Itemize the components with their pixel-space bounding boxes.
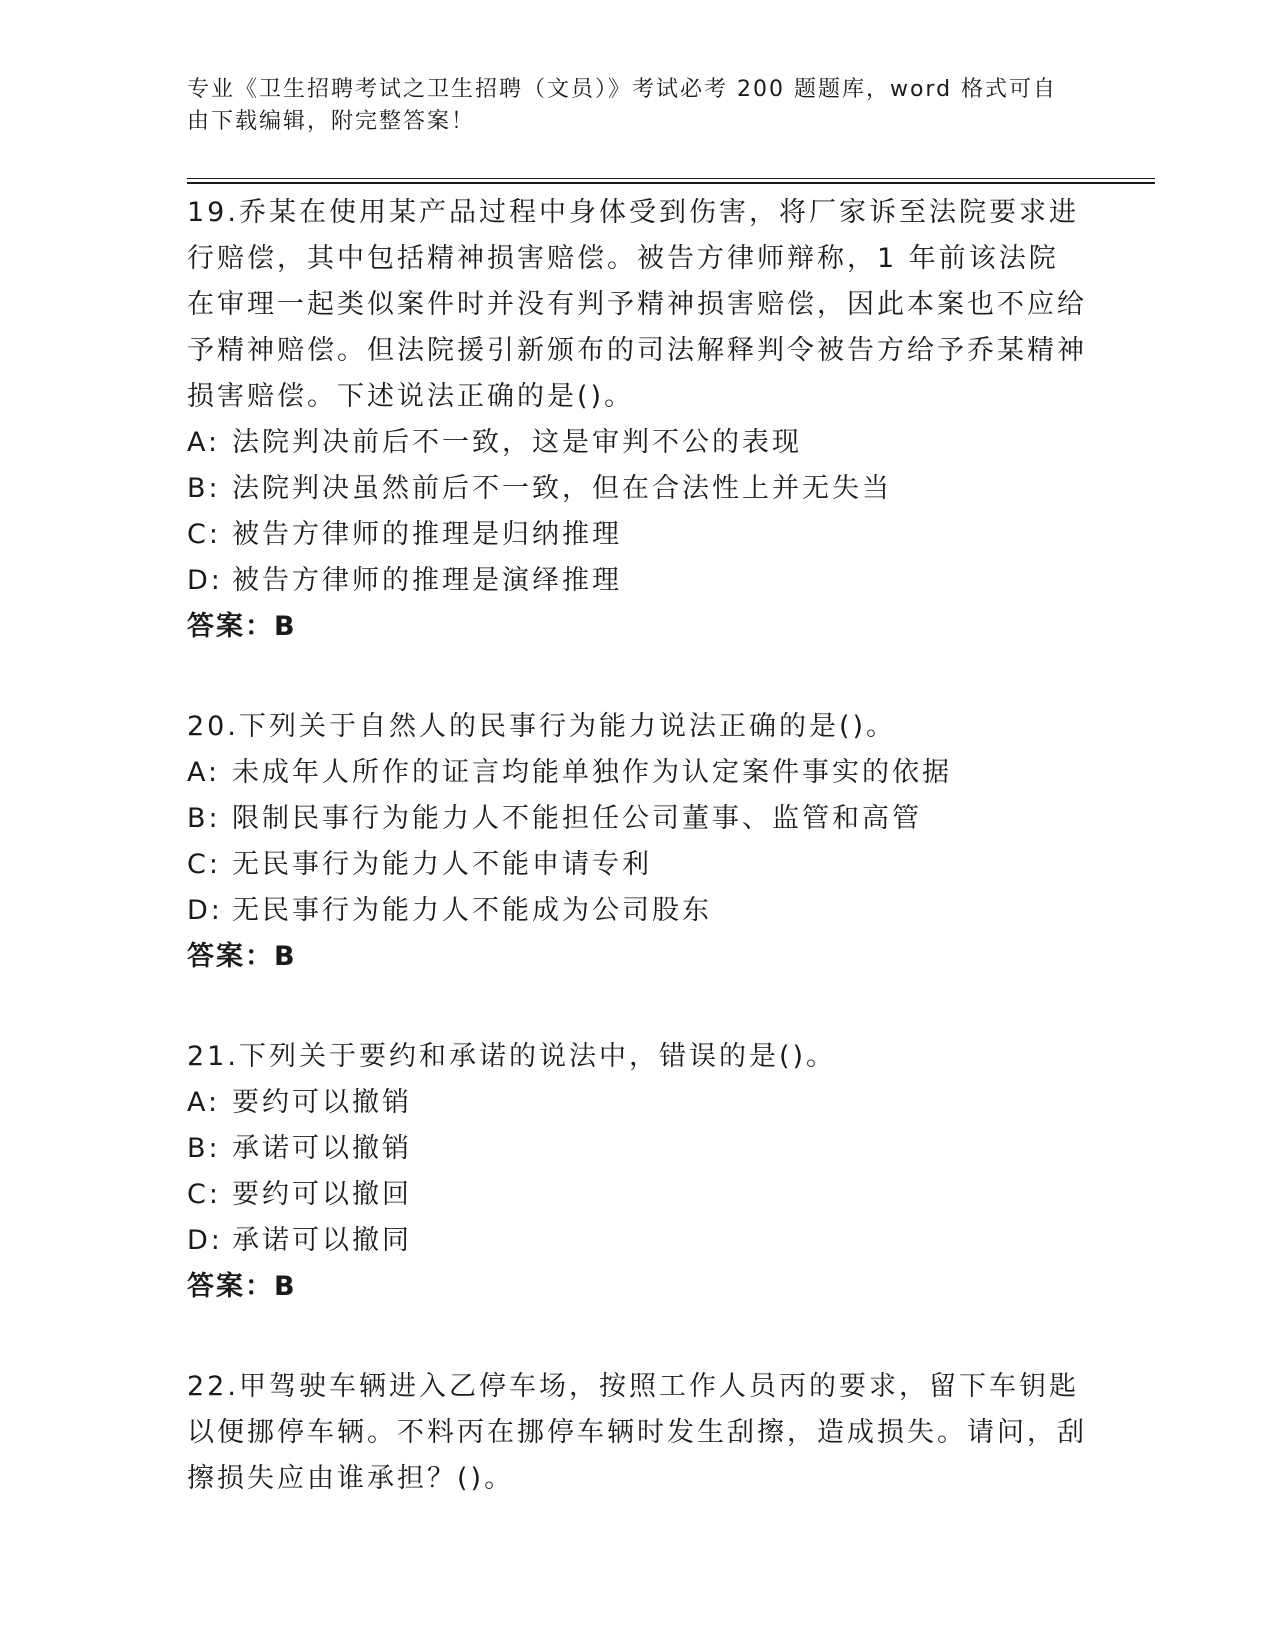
option-key: C: <box>187 849 221 880</box>
option-b <box>187 1126 1087 1172</box>
question-20 <box>187 704 1087 980</box>
option-text: 法院判决虽然前后不一致，但在合法性上并无失当 <box>232 473 892 504</box>
option-key: C: <box>187 1179 221 1210</box>
option-d <box>187 888 1087 934</box>
question-22 <box>187 1364 1087 1502</box>
option-key: A: <box>187 427 221 458</box>
option-c <box>187 512 1087 558</box>
option-key: C: <box>187 519 221 550</box>
question-19 <box>187 190 1087 650</box>
option-key: A: <box>187 1087 221 1118</box>
question-stem: 19.乔某在使用某产品过程中身体受到伤害，将厂家诉至法院要求进行赔偿，其中包括精神损害赔偿。被告方律师辩称，1 年前该法院在审理一起类似案件时并没有判予精神损害赔偿，因此本案也不应给予精神赔偿。但法院援引新颁布的司法解释判令被告方给予乔某精神损害赔偿。下述说法正确的是()。 <box>187 197 1087 412</box>
answer-line: 答案：B <box>187 1271 297 1302</box>
option-c <box>187 842 1087 888</box>
option-key: D: <box>187 895 223 926</box>
option-text: 被告方律师的推理是演绎推理 <box>232 565 622 596</box>
option-d <box>187 1218 1087 1264</box>
option-b <box>187 796 1087 842</box>
option-text: 无民事行为能力人不能成为公司股东 <box>232 895 712 926</box>
answer-line: 答案：B <box>187 611 297 642</box>
question-21 <box>187 1034 1087 1310</box>
option-text: 被告方律师的推理是归纳推理 <box>232 519 622 550</box>
option-text: 无民事行为能力人不能申请专利 <box>232 849 652 880</box>
header-divider-thick <box>187 182 1155 184</box>
option-a <box>187 750 1087 796</box>
option-text: 承诺可以撤同 <box>232 1225 412 1256</box>
question-stem: 21.下列关于要约和承诺的说法中，错误的是()。 <box>187 1041 837 1072</box>
option-key: A: <box>187 757 221 788</box>
option-key: B: <box>187 803 221 834</box>
answer-line: 答案：B <box>187 941 297 972</box>
option-d <box>187 558 1087 604</box>
option-text: 要约可以撤销 <box>232 1087 412 1118</box>
option-key: D: <box>187 565 223 596</box>
document-header: 专业《卫生招聘考试之卫生招聘（文员）》考试必考 200 题题库，word 格式可自由下载编辑，附完整答案！ <box>187 77 1058 134</box>
option-text: 未成年人所作的证言均能单独作为认定案件事实的依据 <box>232 757 952 788</box>
question-stem: 22.甲驾驶车辆进入乙停车场，按照工作人员丙的要求，留下车钥匙以便挪停车辆。不料丙在挪停车辆时发生刮擦，造成损失。请问，刮擦损失应由谁承担？()。 <box>187 1371 1087 1494</box>
option-text: 承诺可以撤销 <box>232 1133 412 1164</box>
header-divider-thin <box>187 178 1155 179</box>
option-c <box>187 1172 1087 1218</box>
option-text: 法院判决前后不一致，这是审判不公的表现 <box>232 427 802 458</box>
option-key: D: <box>187 1225 223 1256</box>
option-key: B: <box>187 1133 221 1164</box>
option-a <box>187 1080 1087 1126</box>
option-a <box>187 420 1087 466</box>
question-stem: 20.下列关于自然人的民事行为能力说法正确的是()。 <box>187 711 897 742</box>
option-text: 要约可以撤回 <box>232 1179 412 1210</box>
question-list <box>187 190 1087 1502</box>
option-b <box>187 466 1087 512</box>
option-text: 限制民事行为能力人不能担任公司董事、监管和高管 <box>232 803 922 834</box>
option-key: B: <box>187 473 221 504</box>
